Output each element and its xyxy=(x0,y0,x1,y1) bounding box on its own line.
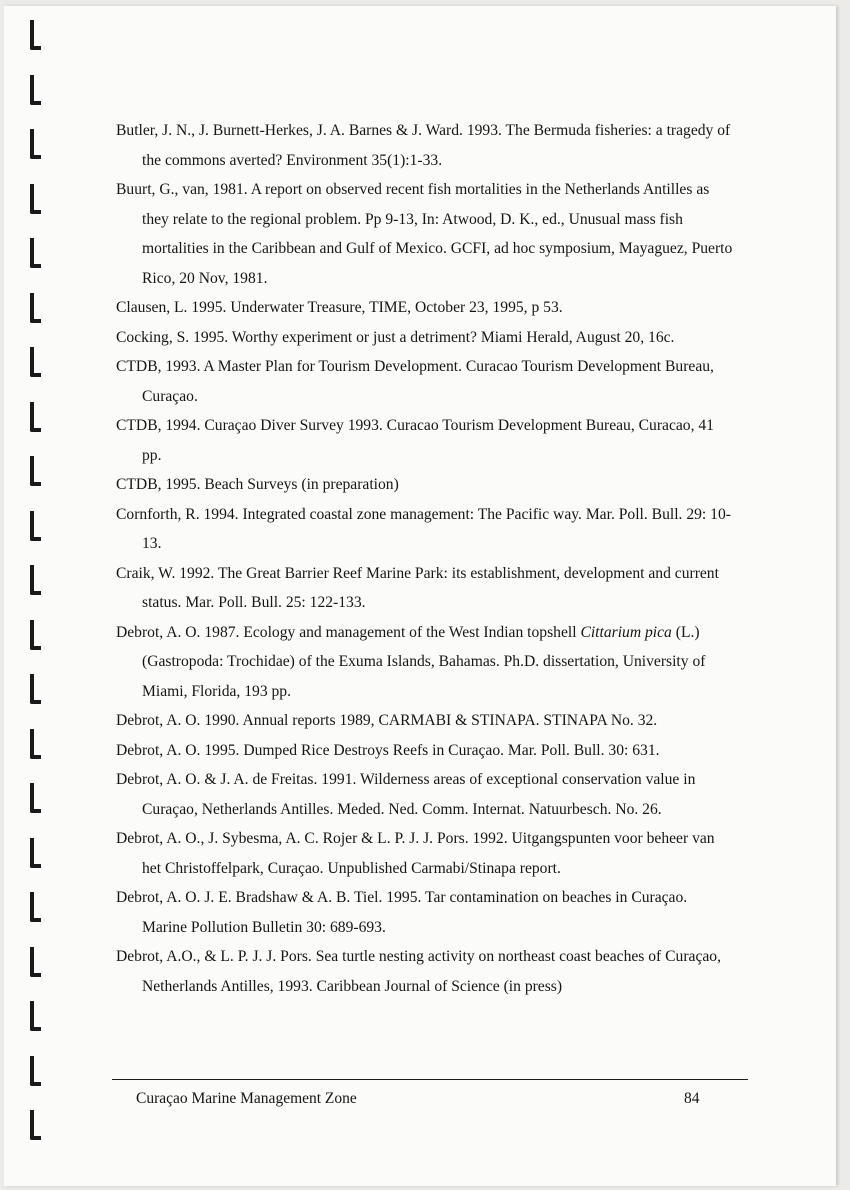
binding-ring-icon xyxy=(30,838,41,868)
reference-text: Debrot, A. O. & J. A. de Freitas. 1991. Wilderness areas of exceptional conservation value in Curaçao, Netherlands Antilles. Meded. Ned. Comm. Internat. Natuurbesch. No. 26. xyxy=(116,771,696,818)
reference-list xyxy=(116,116,736,1001)
reference-text: CTDB, 1995. Beach Surveys (in preparation) xyxy=(116,476,399,493)
binding-ring-icon xyxy=(30,947,41,977)
spiral-binding xyxy=(0,0,60,1190)
reference-entry xyxy=(116,559,736,618)
reference-species-name: Cittarium pica xyxy=(580,623,672,641)
reference-text: Debrot, A. O. 1990. Annual reports 1989, CARMABI & STINAPA. STINAPA No. 32. xyxy=(116,712,658,729)
reference-entry xyxy=(116,618,736,707)
reference-entry xyxy=(116,500,736,559)
binding-ring-icon xyxy=(30,1110,41,1140)
reference-entry xyxy=(116,175,736,293)
reference-text: Cocking, S. 1995. Worthy experiment or just a detriment? Miami Herald, August 20, 16c. xyxy=(116,328,675,346)
reference-entry xyxy=(116,116,736,175)
binding-ring-icon xyxy=(30,565,41,595)
reference-entry xyxy=(116,765,736,824)
binding-ring-icon xyxy=(30,347,41,377)
binding-ring-icon xyxy=(30,184,41,214)
reference-text: Debrot, A. O. 1995. Dumped Rice Destroys Reefs in Curaçao. Mar. Poll. Bull. 30: 631. xyxy=(116,741,660,759)
binding-ring-icon xyxy=(30,674,41,704)
reference-text: Butler, J. N., J. Burnett-Herkes, J. A. Barnes & J. Ward. 1993. The Bermuda fisheries: a tragedy of the commons averted? Environment 35(1):1-33. xyxy=(116,122,731,169)
binding-ring-icon xyxy=(30,75,41,105)
binding-ring-icon xyxy=(30,892,41,922)
reference-text: CTDB, 1994. Curaçao Diver Survey 1993. Curacao Tourism Development Bureau, Curacao, 41 pp. xyxy=(116,417,714,464)
reference-entry xyxy=(116,883,736,942)
binding-ring-icon xyxy=(30,729,41,759)
reference-entry xyxy=(116,411,736,470)
binding-ring-icon xyxy=(30,20,41,50)
footer-divider xyxy=(112,1079,748,1080)
binding-ring-icon xyxy=(30,238,41,268)
reference-text-continued: (L.) (Gastropoda: Trochidae) of the Exuma Islands, Bahamas. Ph.D. dissertation, University of Miami, Florida, 193 pp. xyxy=(142,623,706,700)
reference-text: Debrot, A. O. 1987. Ecology and management of the West Indian topshell xyxy=(116,623,581,641)
reference-text: Buurt, G., van, 1981. A report on observed recent fish mortalities in the Netherlands Antilles as they relate to the regional problem. Pp 9-13, In: Atwood, D. K., ed., Unusual mass fish mortalities in the Caribbean and Gulf of Mexico. GCFI, ad hoc symposium, Mayaguez, Puerto Rico, 20 Nov, 1981. xyxy=(116,181,733,287)
binding-ring-icon xyxy=(30,293,41,323)
reference-text: CTDB, 1993. A Master Plan for Tourism Development. Curacao Tourism Development Bureau, Curaçao. xyxy=(116,358,714,405)
binding-ring-icon xyxy=(30,511,41,541)
reference-entry xyxy=(116,736,736,766)
binding-ring-icon xyxy=(30,129,41,159)
reference-entry xyxy=(116,470,736,500)
reference-entry xyxy=(116,293,736,323)
binding-ring-icon xyxy=(30,402,41,432)
reference-entry xyxy=(116,942,736,1001)
binding-ring-icon xyxy=(30,456,41,486)
reference-entry xyxy=(116,706,736,736)
binding-ring-icon xyxy=(30,620,41,650)
reference-entry xyxy=(116,824,736,883)
binding-ring-icon xyxy=(30,1001,41,1031)
reference-text: Craik, W. 1992. The Great Barrier Reef Marine Park: its establishment, development and current status. Mar. Poll. Bull. 25: 122-133. xyxy=(116,564,719,611)
reference-entry xyxy=(116,323,736,353)
reference-text: Debrot, A.O., & L. P. J. J. Pors. Sea turtle nesting activity on northeast coast beaches of Curaçao, Netherlands Antilles, 1993. Caribbean Journal of Science (in press) xyxy=(116,948,722,995)
binding-ring-icon xyxy=(30,1056,41,1086)
binding-ring-icon xyxy=(30,783,41,813)
page-number: 84 xyxy=(684,1090,700,1107)
reference-text: Cornforth, R. 1994. Integrated coastal zone management: The Pacific way. Mar. Poll. Bull. 29: 10-13. xyxy=(116,505,731,552)
footer-title: Curaçao Marine Management Zone xyxy=(136,1090,357,1107)
reference-text: Debrot, A. O. J. E. Bradshaw & A. B. Tiel. 1995. Tar contamination on beaches in Curaçao. Marine Pollution Bulletin 30: 689-693. xyxy=(116,889,688,936)
reference-entry xyxy=(116,352,736,411)
reference-text: Debrot, A. O., J. Sybesma, A. C. Rojer & L. P. J. J. Pors. 1992. Uitgangspunten voor beheer van het Christoffelpark, Curaçao. Unpublished Carmabi/Stinapa report. xyxy=(116,830,715,877)
reference-text: Clausen, L. 1995. Underwater Treasure, TIME, October 23, 1995, p 53. xyxy=(116,299,563,316)
